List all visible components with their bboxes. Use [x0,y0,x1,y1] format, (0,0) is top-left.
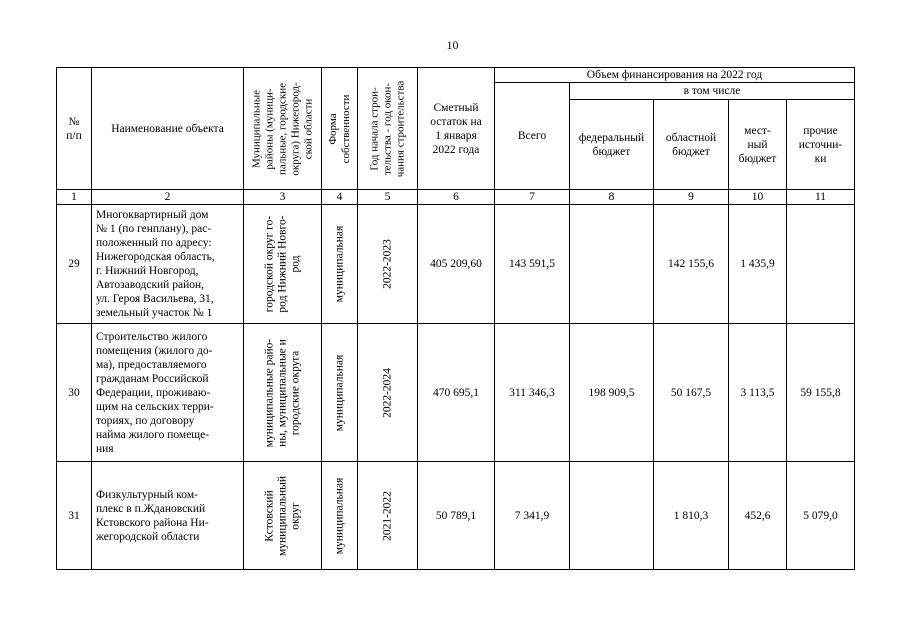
col-number: 11 [787,190,855,205]
header-num: № п/п [57,68,92,190]
page-number: 10 [446,38,459,52]
other-cell: 59 155,8 [787,324,855,462]
header-funding-group: Объем финансирования на 2022 год [495,68,855,83]
header-regional: областной бюджет [654,100,729,190]
municipal-cell: муниципальные райо- ны, муниципальные и городские округа [244,324,322,462]
balance-cell: 50 789,1 [418,462,495,570]
row-num: 30 [57,324,92,462]
ownership-cell: муниципальная [322,205,358,324]
federal-cell [570,205,654,324]
municipal-cell: городской округ го- род Нижний Новго- род [244,205,322,324]
col-number: 6 [418,190,495,205]
col-number: 1 [57,190,92,205]
col-number: 3 [244,190,322,205]
table-row [57,462,855,570]
header-ownership: Форма собственности [322,68,358,190]
total-cell: 7 341,9 [495,462,570,570]
col-number: 7 [495,190,570,205]
total-cell: 143 591,5 [495,205,570,324]
regional-cell: 1 810,3 [654,462,729,570]
funding-table [56,67,855,570]
header-total: Всего [495,83,570,190]
table-row [57,205,855,324]
col-number: 8 [570,190,654,205]
row-num: 31 [57,462,92,570]
col-number: 4 [322,190,358,205]
regional-cell: 142 155,6 [654,205,729,324]
col-number: 5 [358,190,418,205]
regional-cell: 50 167,5 [654,324,729,462]
header-federal: федеральный бюджет [570,100,654,190]
row-num: 29 [57,205,92,324]
header-municipal: Муниципальные районы (муници- пальные, городские округа) Нижегород- ской области [244,68,322,190]
table-row [57,324,855,462]
header-other: прочие источни- ки [787,100,855,190]
total-cell: 311 346,3 [495,324,570,462]
header-balance: Сметный остаток на 1 января 2022 года [418,68,495,190]
local-cell: 1 435,9 [729,205,787,324]
balance-cell: 470 695,1 [418,324,495,462]
object-name: Многоквартирный дом № 1 (по генплану), рас- положенный по адресу: Нижегородская область, г. Нижний Новгород, Автозаводский район, ул. Героя Васильева, 31, земельный участок № 1 [92,205,244,324]
years-cell: 2022-2024 [358,324,418,462]
federal-cell [570,462,654,570]
col-number: 2 [92,190,244,205]
other-cell [787,205,855,324]
years-cell: 2021-2022 [358,462,418,570]
object-name: Физкультурный ком- плекс в п.Ждановский Кстовского района Ни- жегородской области [92,462,244,570]
header-name: Наименование объекта [92,68,244,190]
local-cell: 3 113,5 [729,324,787,462]
federal-cell: 198 909,5 [570,324,654,462]
header-years: Год начала строи- тельства - год окон- чания строительства [358,68,418,190]
ownership-cell: муниципальная [322,462,358,570]
years-cell: 2022-2023 [358,205,418,324]
object-name: Строительство жилого помещения (жилого до- ма), предоставляемого гражданам Российской Федерации, проживаю- щим на сельских терри- ториях, по договору найма жилого помеще- ния [92,324,244,462]
local-cell: 452,6 [729,462,787,570]
header-including: в том числе [570,83,855,100]
municipal-cell: Кстовский муниципальный округ [244,462,322,570]
other-cell: 5 079,0 [787,462,855,570]
balance-cell: 405 209,60 [418,205,495,324]
col-number: 9 [654,190,729,205]
header-local: мест- ный бюджет [729,100,787,190]
col-number: 10 [729,190,787,205]
ownership-cell: муниципальная [322,324,358,462]
